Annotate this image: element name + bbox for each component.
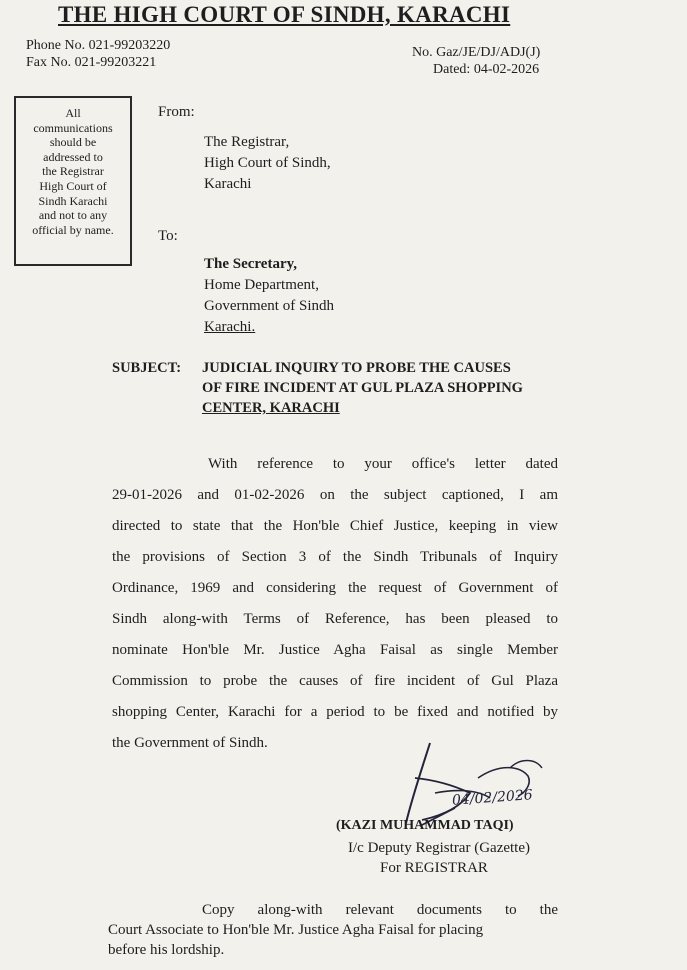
body-line: directed to state that the Hon'ble Chief Justice, keeping in view	[112, 518, 558, 534]
letter-body	[112, 449, 558, 759]
phone-number: Phone No. 021-99203220	[26, 38, 171, 53]
subject-label: SUBJECT:	[112, 360, 182, 376]
from-line: The Registrar,	[204, 134, 290, 150]
subject-line: CENTER, KARACHI	[202, 400, 340, 416]
court-title: THE HIGH COURT OF SINDH, KARACHI	[58, 2, 511, 27]
body-line: shopping Center, Karachi for a period to be fixed and notified by	[112, 704, 558, 720]
to-line: Home Department,	[204, 277, 319, 293]
body-line: the Government of Sindh.	[112, 735, 268, 751]
copy-line: Copy along-with relevant documents to the	[202, 902, 558, 918]
to-address	[204, 254, 334, 338]
subject-line: OF FIRE INCIDENT AT GUL PLAZA SHOPPING	[202, 380, 523, 396]
copy-line: Court Associate to Hon'ble Mr. Justice Agha Faisal for placing	[108, 922, 484, 938]
subject-line: JUDICIAL INQUIRY TO PROBE THE CAUSES	[202, 360, 511, 376]
handwritten-date: 04/02/2026	[451, 787, 534, 809]
letter-date: Dated: 04-02-2026	[433, 62, 540, 77]
body-line: the provisions of Section 3 of the Sindh Tribunals of Inquiry	[112, 549, 558, 565]
signatory-name: (KAZI MUHAMMAD TAQI)	[336, 818, 514, 833]
from-line: High Court of Sindh,	[204, 155, 331, 171]
fax-number: Fax No. 021-99203221	[26, 55, 157, 70]
to-line: Government of Sindh	[204, 298, 334, 314]
recipient-title: The Secretary,	[204, 256, 298, 272]
from-label: From:	[158, 104, 195, 120]
from-address	[204, 132, 331, 195]
subject-text	[202, 358, 582, 418]
signatory-designation: I/c Deputy Registrar (Gazette)	[348, 840, 530, 856]
body-line: Sindh along-with Terms of Reference, has been pleased to	[112, 611, 558, 627]
to-city: Karachi.	[204, 319, 256, 335]
body-line: nominate Hon'ble Mr. Justice Agha Faisal as single Member	[112, 642, 558, 658]
communication-notice-box: All communications should be addressed to the Registrar High Court of Sindh Karachi and not to any official by name.	[14, 96, 132, 266]
body-line: With reference to your office's letter dated	[208, 456, 558, 472]
handwritten-signature	[360, 738, 590, 828]
body-line: 29-01-2026 and 01-02-2026 on the subject captioned, I am	[112, 487, 558, 503]
to-label: To:	[158, 228, 178, 244]
body-line: Ordinance, 1969 and considering the request of Government of	[112, 580, 558, 596]
signatory-for: For REGISTRAR	[380, 860, 488, 876]
copy-section	[108, 900, 558, 960]
copy-line: before his lordship.	[108, 942, 225, 958]
body-line: Commission to probe the causes of fire incident of Gul Plaza	[112, 673, 558, 689]
from-line: Karachi	[204, 176, 252, 192]
reference-number: No. Gaz/JE/DJ/ADJ(J)	[412, 45, 541, 60]
